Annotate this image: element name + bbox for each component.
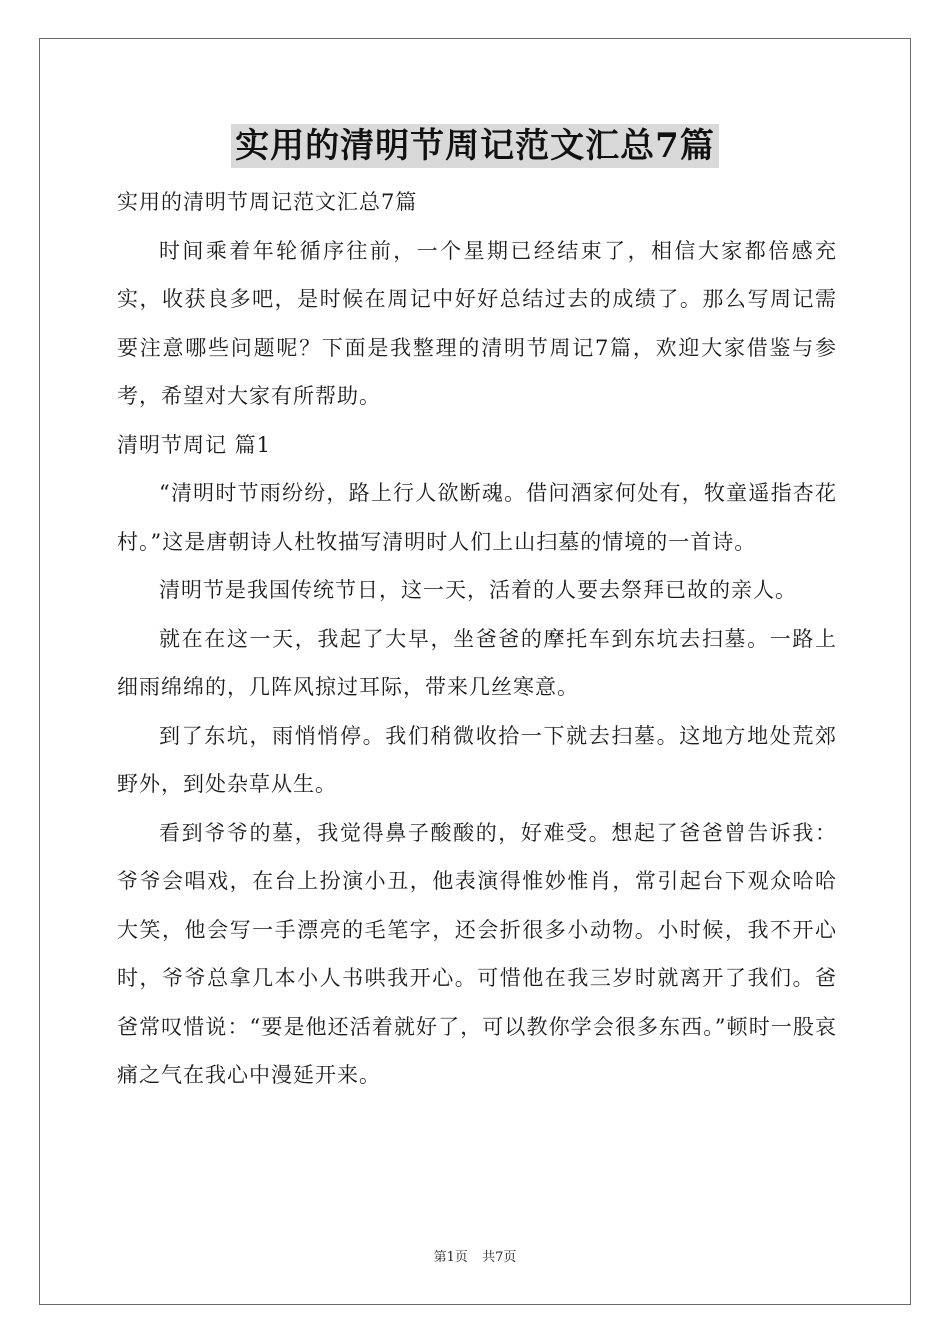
paragraph: 清明节是我国传统节日，这一天，活着的人要去祭拜已故的亲人。 xyxy=(159,578,797,602)
title-container xyxy=(0,124,950,168)
section-heading: 清明节周记 篇1 xyxy=(117,432,272,457)
paragraph: 看到爷爷的墓，我觉得鼻子酸酸的，好难受。想起了爸爸曾告诉我：爷爷会唱戏，在台上扮演小丑，他表演得惟妙惟肖，常引起台下观众哈哈大笑，他会写一手漂亮的毛笔字，还会折很多小动物。小时候，我不开心时，爷爷总拿几本小人书哄我开心。可惜他在我三岁时就离开了我们。爸爸常叹惜说：“要是他还活着就好了，可以教你学会很多东西。”顿时一股哀痛之气在我心中漫延开来。 xyxy=(117,820,837,1087)
page-number-total: 共7页 xyxy=(482,1250,517,1265)
paragraph-subtitle: 实用的清明节周记范文汇总7篇 xyxy=(117,190,418,214)
paragraph: 到了东坑，雨悄悄停。我们稍微收拾一下就去扫墓。这地方地处荒郊野外，到处杂草从生。 xyxy=(117,723,837,796)
paragraph: 就在在这一天，我起了大早，坐爸爸的摩托车到东坑去扫墓。一路上细雨绵绵的，几阵风掠过耳际，带来几丝寒意。 xyxy=(117,626,837,699)
document-title: 实用的清明节周记范文汇总7篇 xyxy=(231,124,719,168)
paragraph-intro: 时间乘着年轮循序往前，一个星期已经结束了，相信大家都倍感充实，收获良多吧，是时候在周记中好好总结过去的成绩了。那么写周记需要注意哪些问题呢？下面是我整理的清明节周记7篇，欢迎大家借鉴与参考，希望对大家有所帮助。 xyxy=(117,238,837,408)
page-number-current: 第1页 xyxy=(433,1250,468,1265)
page-footer xyxy=(0,1246,950,1265)
document-body xyxy=(117,178,837,1100)
paragraph: “清明时节雨纷纷，路上行人欲断魂。借问酒家何处有，牧童遥指杏花村。”这是唐朝诗人杜牧描写清明时人们上山扫墓的情境的一首诗。 xyxy=(117,481,837,554)
